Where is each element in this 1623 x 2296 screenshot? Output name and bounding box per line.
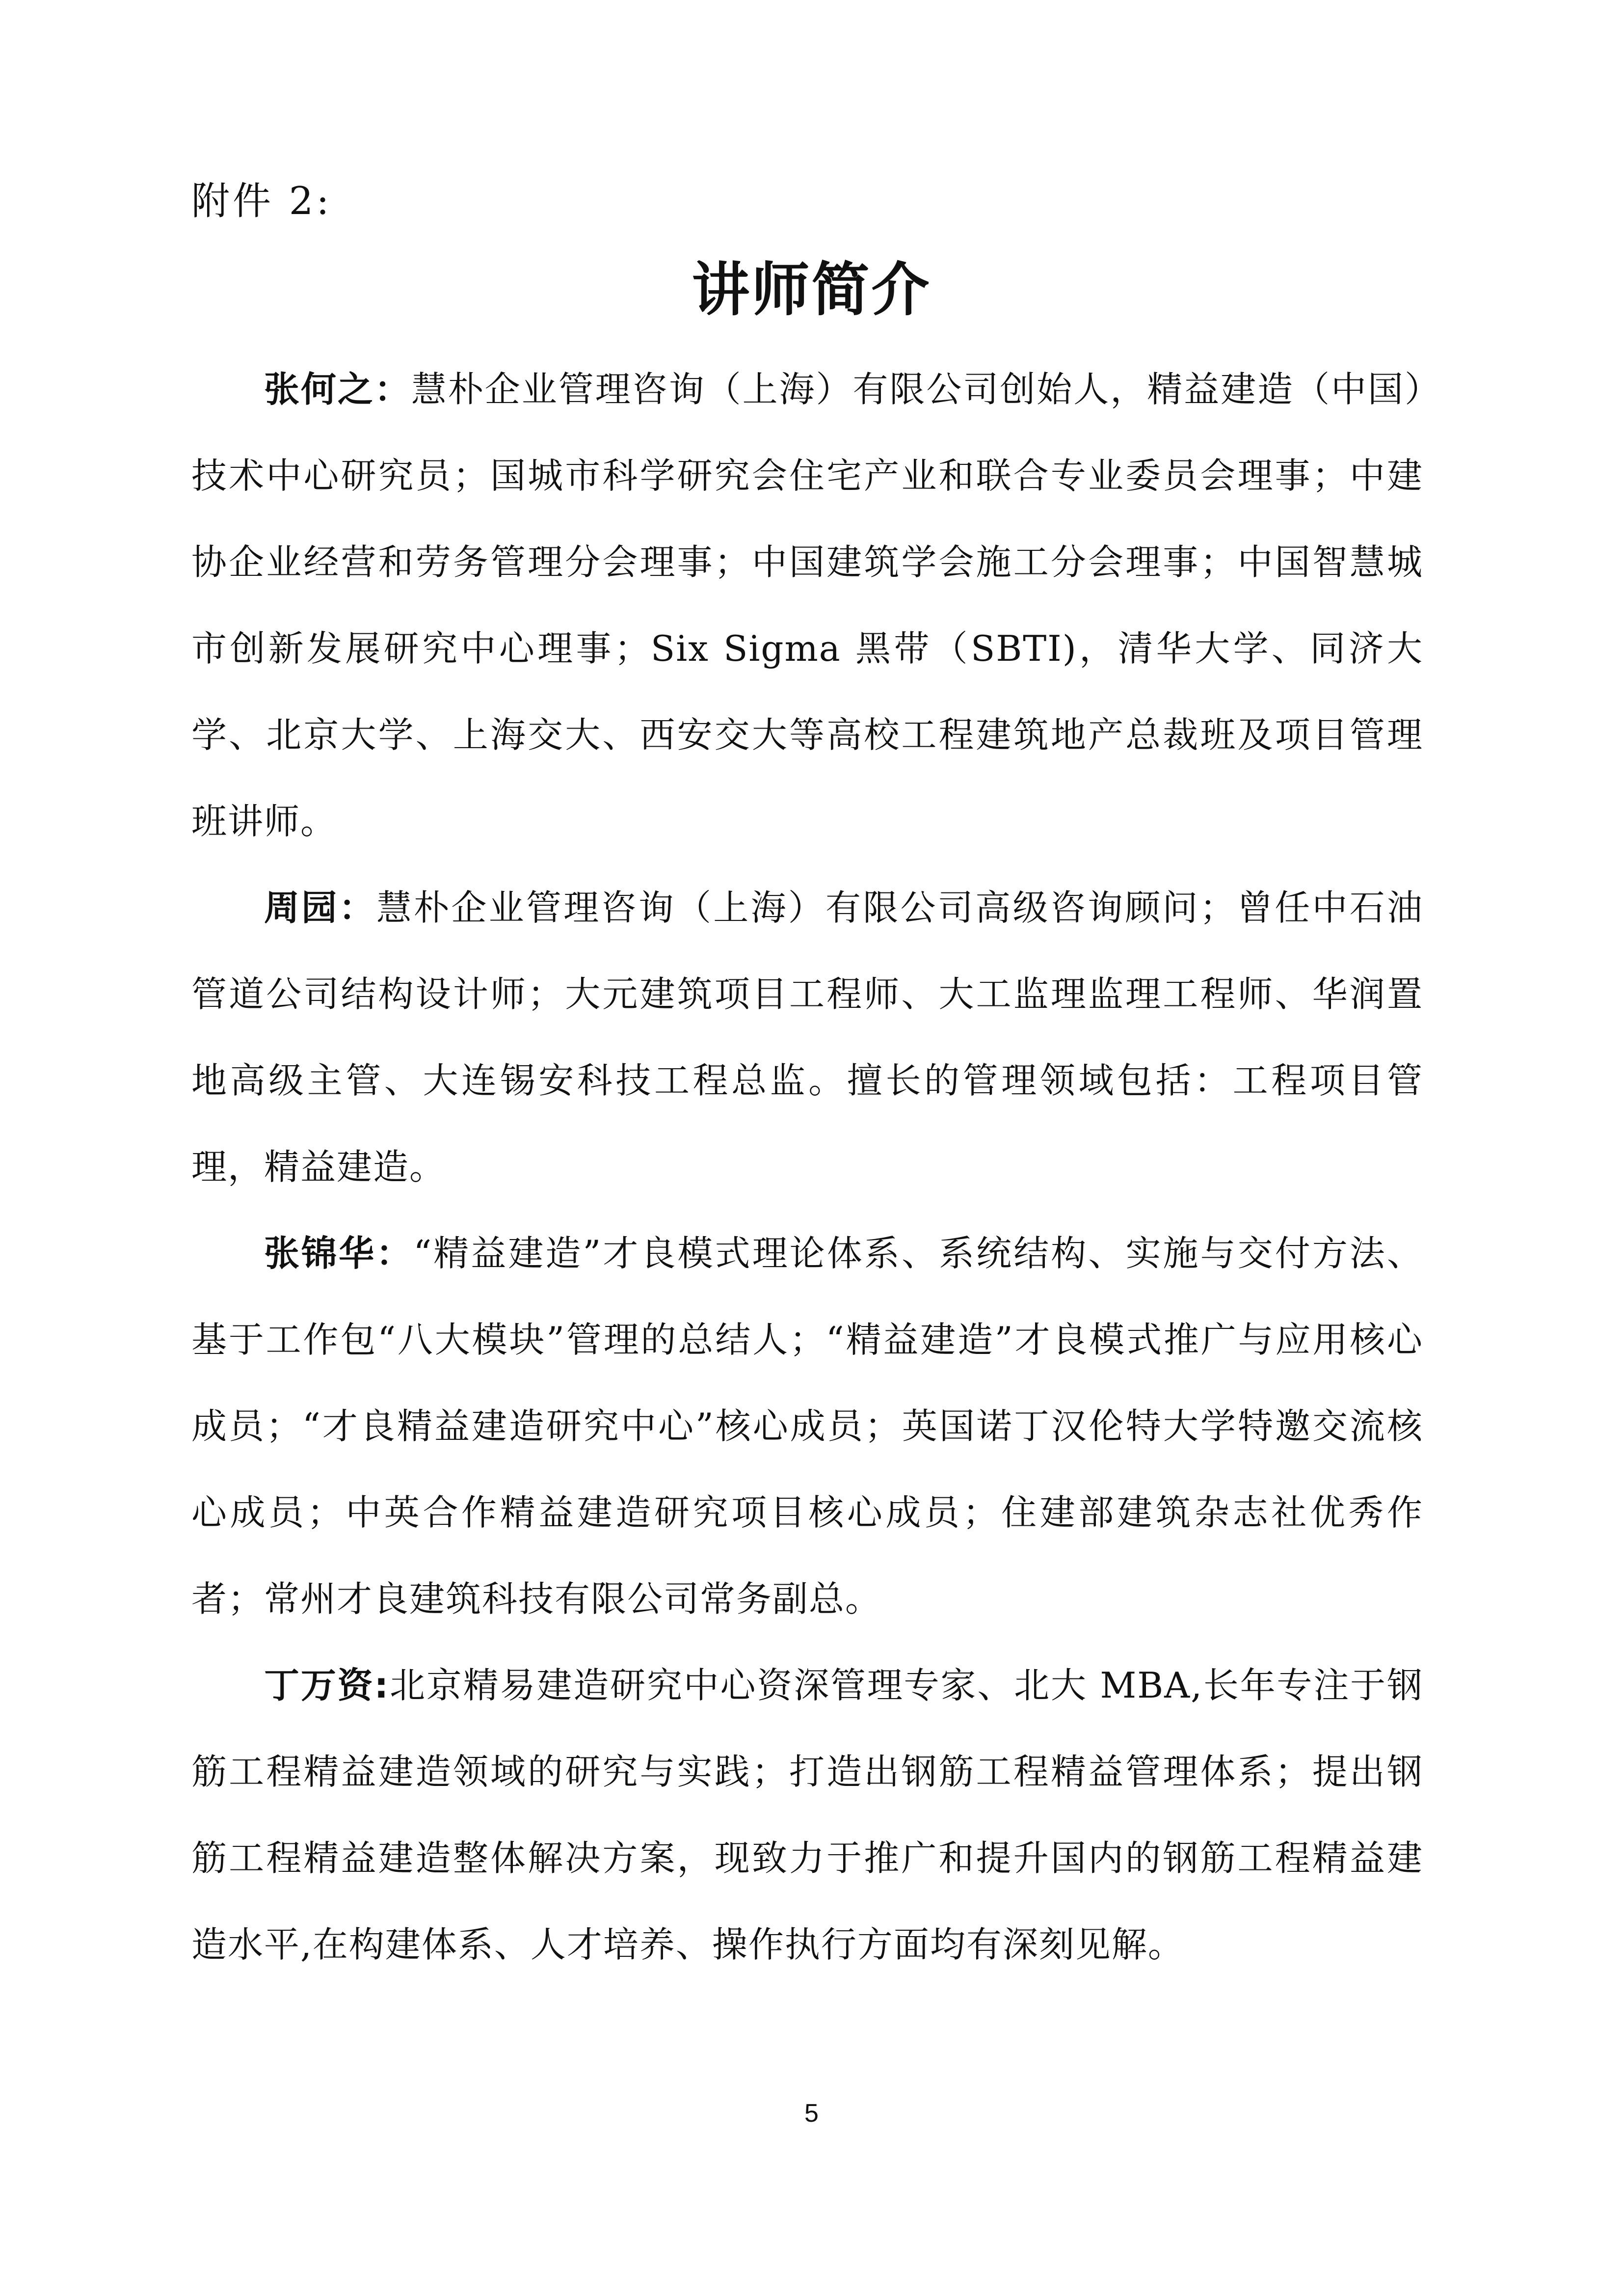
instructor-name: 周园：	[264, 887, 376, 928]
page-title: 讲师简介	[692, 256, 931, 324]
page-number: 5	[804, 2099, 819, 2128]
instructor-bio: 慧朴企业管理咨询（上海）有限公司创始人，精益建造（中国）技术中心研究员；国城市科学研究会住宅产业和联合专业委员会理事；中建协企业经营和劳务管理分会理事；中国建筑学会施工分会理事；中国智慧城市创新发展研究中心理事；Six Sigma 黑带（SBTI)，清华大学、同济大学、北京大学、上海交大、西安交大等高校工程建筑地产总裁班及项目管理班讲师。	[191, 369, 1423, 842]
attachment-label: 附件 2:	[191, 179, 332, 223]
instructor-paragraph	[191, 864, 1423, 1210]
instructor-paragraph	[191, 346, 1423, 864]
instructor-bio: 慧朴企业管理咨询（上海）有限公司高级咨询顾问；曾任中石油管道公司结构设计师；大元建筑项目工程师、大工监理监理工程师、华润置地高级主管、大连锡安科技工程总监。擅长的管理领域包括：工程项目管理，精益建造。	[191, 887, 1423, 1188]
instructor-name: 丁万资:	[264, 1665, 390, 1706]
instructor-name: 张何之：	[264, 369, 411, 410]
instructor-name: 张锦华：	[264, 1233, 414, 1274]
instructor-bio: “精益建造”才良模式理论体系、系统结构、实施与交付方法、基于工作包“八大模块”管理的总结人；“精益建造”才良模式推广与应用核心成员；“才良精益建造研究中心”核心成员；英国诺丁汉伦特大学特邀交流核心成员；中英合作精益建造研究项目核心成员；住建部建筑杂志社优秀作者；常州才良建筑科技有限公司常务副总。	[191, 1233, 1423, 1620]
instructor-paragraph	[191, 1210, 1423, 1642]
instructor-list	[191, 346, 1423, 1988]
instructor-paragraph	[191, 1642, 1423, 1988]
instructor-bio: 北京精易建造研究中心资深管理专家、北大 MBA,长年专注于钢筋工程精益建造领域的研究与实践；打造出钢筋工程精益管理体系；提出钢筋工程精益建造整体解决方案，现致力于推广和提升国内的钢筋工程精益建造水平,在构建体系、人才培养、操作执行方面均有深刻见解。	[191, 1665, 1424, 1965]
